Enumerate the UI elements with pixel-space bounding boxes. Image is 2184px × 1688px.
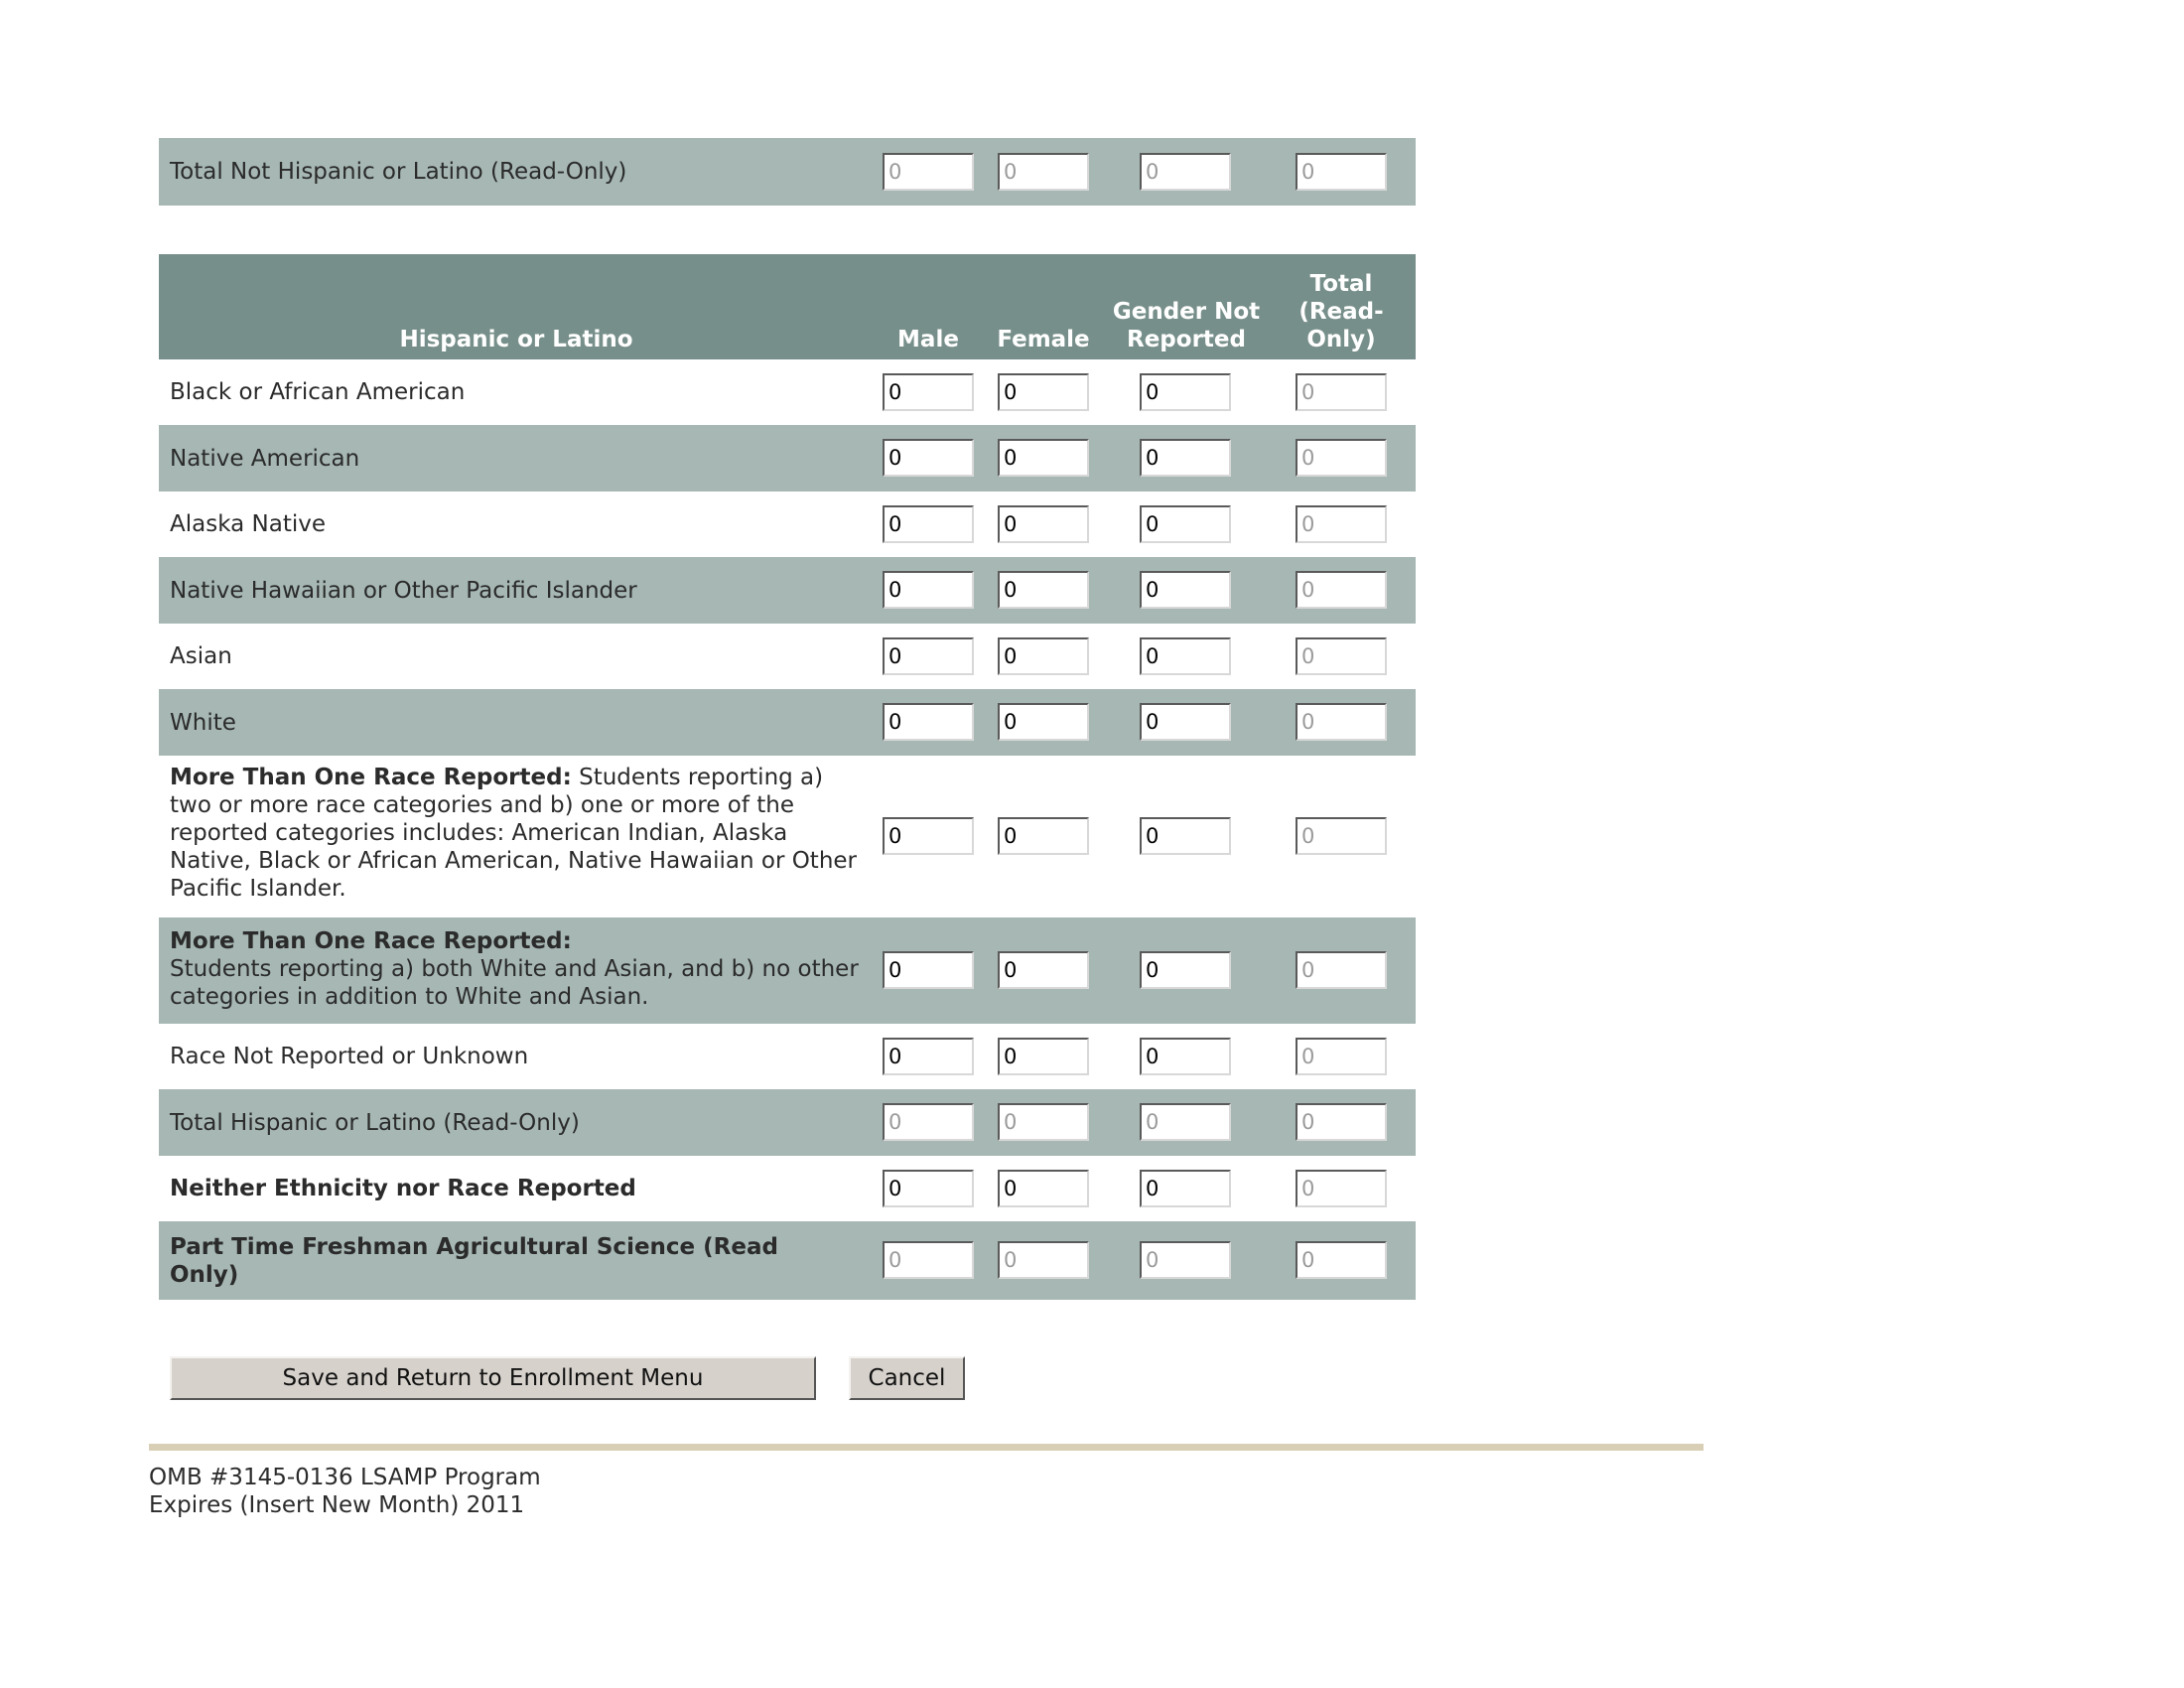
row-label: Native American xyxy=(170,445,360,472)
total-not-hispanic-row xyxy=(159,138,1416,206)
male-input[interactable] xyxy=(883,637,974,675)
header-female: Female xyxy=(997,327,1090,352)
male-input[interactable] xyxy=(883,373,974,411)
row-label xyxy=(170,764,865,903)
row-label-bold: More Than One Race Reported: xyxy=(170,765,572,790)
table-row xyxy=(159,624,1416,689)
table-row xyxy=(159,492,1416,557)
grand-total-input xyxy=(1296,153,1387,191)
female-input[interactable] xyxy=(998,571,1089,609)
row-label xyxy=(170,927,865,1011)
header-section: Hispanic or Latino xyxy=(399,327,633,352)
male-input[interactable] xyxy=(883,505,974,543)
expiration-text: Expires (Insert New Month) 2011 xyxy=(149,1492,525,1518)
male-input[interactable] xyxy=(883,817,974,855)
part-time-freshman-row xyxy=(159,1221,1416,1300)
cancel-button[interactable]: Cancel xyxy=(849,1356,965,1400)
row-label: White xyxy=(170,709,236,736)
table-row xyxy=(159,1156,1416,1221)
male-input[interactable] xyxy=(883,1038,974,1075)
female-total-input xyxy=(998,1241,1089,1279)
gender-not-reported-input[interactable] xyxy=(1140,951,1231,989)
gender-not-reported-total-input xyxy=(1140,153,1231,191)
female-input[interactable] xyxy=(998,505,1089,543)
male-input[interactable] xyxy=(883,951,974,989)
total-hispanic-row xyxy=(159,1089,1416,1156)
table-header xyxy=(159,254,1416,359)
gender-not-reported-input[interactable] xyxy=(1140,571,1231,609)
gender-not-reported-input[interactable] xyxy=(1140,637,1231,675)
gender-not-reported-total-input xyxy=(1140,1103,1231,1141)
gender-not-reported-input[interactable] xyxy=(1140,703,1231,741)
female-input[interactable] xyxy=(998,439,1089,477)
row-label-text: Students reporting a) two or more race categories and b) one or more of the reported categories includes: American Indian, Alaska Native, Black or African American, Native Hawaiian or Other Pacific Islander. xyxy=(170,765,858,902)
header-gender-not-reported: Gender Not Reported xyxy=(1112,299,1261,352)
total-input xyxy=(1296,637,1387,675)
gender-not-reported-input[interactable] xyxy=(1140,1038,1231,1075)
save-return-button[interactable]: Save and Return to Enrollment Menu xyxy=(170,1356,816,1400)
table-row xyxy=(159,689,1416,756)
row-label: Total Hispanic or Latino (Read-Only) xyxy=(170,1109,580,1136)
male-input[interactable] xyxy=(883,1170,974,1207)
total-input xyxy=(1296,951,1387,989)
row-label: Asian xyxy=(170,643,232,669)
female-input[interactable] xyxy=(998,951,1089,989)
male-total-input xyxy=(883,153,974,191)
female-total-input xyxy=(998,1103,1089,1141)
gender-not-reported-input[interactable] xyxy=(1140,373,1231,411)
header-male: Male xyxy=(897,327,959,352)
female-input[interactable] xyxy=(998,817,1089,855)
footer-divider xyxy=(149,1444,1704,1451)
row-label: Native Hawaiian or Other Pacific Islander xyxy=(170,577,637,604)
total-input xyxy=(1296,1241,1387,1279)
gender-not-reported-input[interactable] xyxy=(1140,817,1231,855)
row-label: Part Time Freshman Agricultural Science (Read Only) xyxy=(170,1233,778,1288)
footer xyxy=(149,1464,541,1519)
total-input xyxy=(1296,439,1387,477)
table-row xyxy=(159,425,1416,492)
total-input xyxy=(1296,571,1387,609)
female-input[interactable] xyxy=(998,1170,1089,1207)
male-input[interactable] xyxy=(883,703,974,741)
female-input[interactable] xyxy=(998,703,1089,741)
gender-not-reported-input[interactable] xyxy=(1140,505,1231,543)
row-label: Total Not Hispanic or Latino (Read-Only) xyxy=(170,159,627,185)
omb-number: OMB #3145-0136 LSAMP Program xyxy=(149,1465,541,1490)
table-row xyxy=(159,756,1416,917)
total-input xyxy=(1296,817,1387,855)
header-total: Total (Read-Only) xyxy=(1298,271,1384,352)
gender-not-reported-input[interactable] xyxy=(1140,1170,1231,1207)
male-total-input xyxy=(883,1103,974,1141)
total-input xyxy=(1296,505,1387,543)
gender-not-reported-total-input xyxy=(1140,1241,1231,1279)
male-input[interactable] xyxy=(883,439,974,477)
table-row xyxy=(159,557,1416,624)
table-row xyxy=(159,359,1416,425)
row-label: Alaska Native xyxy=(170,511,326,537)
female-input[interactable] xyxy=(998,1038,1089,1075)
female-total-input xyxy=(998,153,1089,191)
table-row xyxy=(159,1024,1416,1089)
female-input[interactable] xyxy=(998,637,1089,675)
gender-not-reported-input[interactable] xyxy=(1140,439,1231,477)
row-label: Black or African American xyxy=(170,379,466,405)
row-label: Race Not Reported or Unknown xyxy=(170,1044,529,1069)
total-input xyxy=(1296,373,1387,411)
table-row xyxy=(159,917,1416,1024)
row-label: Neither Ethnicity nor Race Reported xyxy=(170,1176,636,1201)
male-total-input xyxy=(883,1241,974,1279)
male-input[interactable] xyxy=(883,571,974,609)
total-input xyxy=(1296,703,1387,741)
row-label-text: Students reporting a) both White and Asian, and b) no other categories in addition to White and Asian. xyxy=(170,956,859,1010)
row-label-bold: More Than One Race Reported: xyxy=(170,928,572,954)
total-input xyxy=(1296,1038,1387,1075)
female-input[interactable] xyxy=(998,373,1089,411)
total-input xyxy=(1296,1103,1387,1141)
total-input xyxy=(1296,1170,1387,1207)
